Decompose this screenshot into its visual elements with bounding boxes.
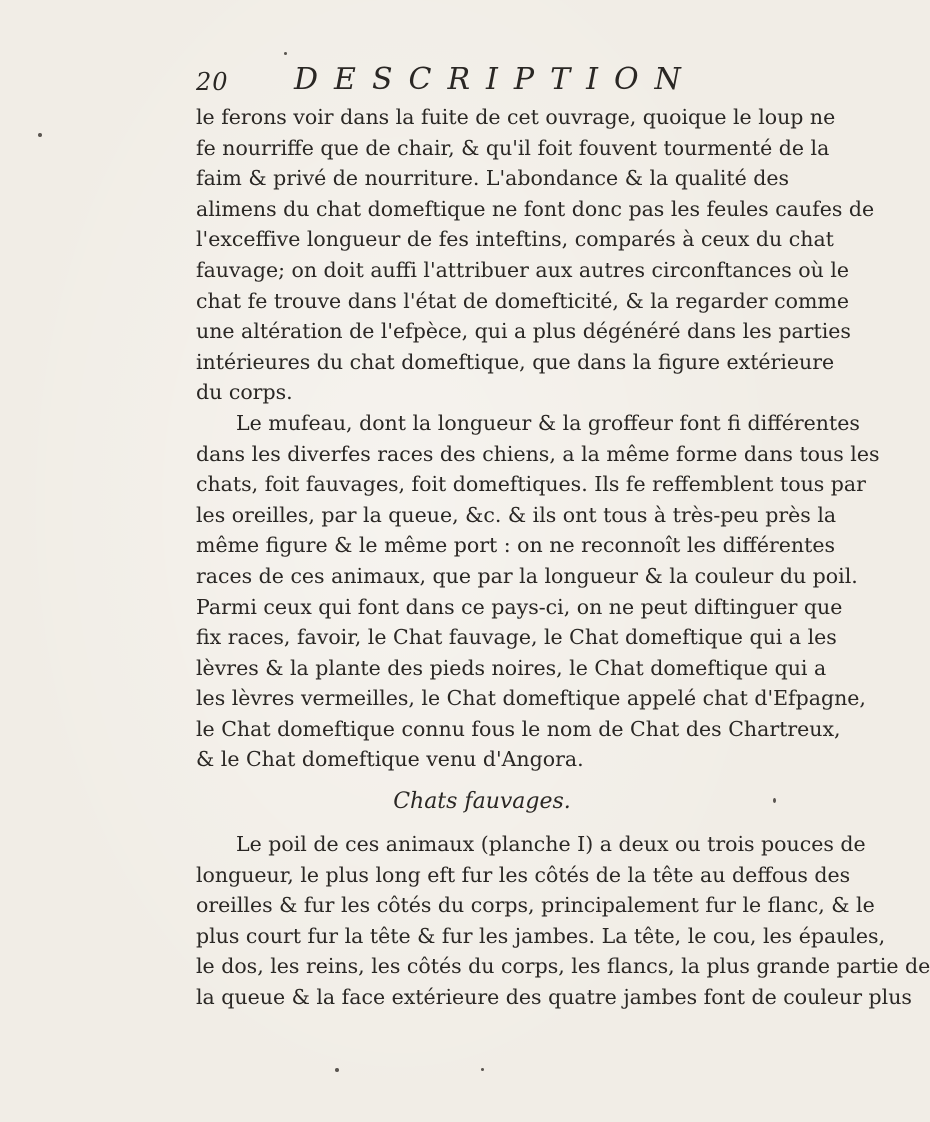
running-head: DESCRIPTION bbox=[294, 62, 697, 97]
text-line: les lèvres vermeilles, le Chat domeftique appelé chat d'Efpagne, bbox=[196, 686, 866, 711]
text-line: l'exceffive longueur de fes inteftins, comparés à ceux du chat bbox=[196, 227, 834, 252]
text-line: Parmi ceux qui font dans ce pays-ci, on ne peut diftinguer que bbox=[196, 594, 843, 619]
paragraph-1 bbox=[196, 102, 875, 408]
text-line: le ferons voir dans la fuite de cet ouvrage, quoique le loup ne bbox=[196, 105, 836, 129]
page-number: 20 bbox=[196, 68, 229, 96]
text-line: longueur, le plus long eft fur les côtés de la tête au deffous des bbox=[196, 862, 851, 887]
text-line: même figure & le même port : on ne reconnoît les différentes bbox=[196, 533, 836, 558]
paragraph-3 bbox=[196, 829, 930, 1013]
text-line: alimens du chat domeftique ne font donc pas les feules caufes de bbox=[196, 196, 875, 221]
page-header bbox=[196, 62, 766, 102]
text-line: plus court fur la tête & fur les jambes. La tête, le cou, les épaules, bbox=[196, 923, 886, 948]
text-line: oreilles & fur les côtés du corps, principalement fur le flanc, & le bbox=[196, 893, 875, 918]
text-line: lèvres & la plante des pieds noires, le Chat domeftique qui a bbox=[196, 655, 827, 680]
paragraph-2 bbox=[196, 408, 880, 775]
text-line: le dos, les reins, les côtés du corps, les flancs, la plus grande partie de bbox=[196, 954, 930, 979]
text-line: une altération de l'efpèce, qui a plus dégénéré dans les parties bbox=[196, 319, 851, 344]
text-line: la queue & la face extérieure des quatre jambes font de couleur plus bbox=[196, 985, 912, 1010]
text-line: faim & privé de nourriture. L'abondance & la qualité des bbox=[196, 166, 790, 191]
text-line: & le Chat domeftique venu d'Angora. bbox=[196, 747, 584, 772]
paper-speck bbox=[284, 52, 287, 55]
section-heading: Chats fauvages. bbox=[393, 789, 571, 815]
text-line: les oreilles, par la queue, &c. & ils ont tous à très-peu près la bbox=[196, 502, 837, 527]
paper-speck bbox=[773, 798, 776, 803]
text-line: chats, foit fauvages, foit domeftiques. Ils fe reffemblent tous par bbox=[196, 472, 866, 497]
body-text bbox=[196, 102, 930, 1013]
text-line: fe nourriffe que de chair, & qu'il foit fouvent tourmenté de la bbox=[196, 135, 830, 160]
text-line: fauvage; on doit auffi l'attribuer aux autres circonftances où le bbox=[196, 257, 850, 282]
text-line: races de ces animaux, que par la longueur & la couleur du poil. bbox=[196, 563, 858, 588]
text-line: du corps. bbox=[196, 380, 293, 405]
text-line: Le mufeau, dont la longueur & la groffeur font fi différentes bbox=[236, 410, 860, 435]
paper-speck bbox=[481, 1068, 484, 1071]
text-line: intérieures du chat domeftique, que dans la figure extérieure bbox=[196, 349, 835, 374]
text-line: le Chat domeftique connu fous le nom de Chat des Chartreux, bbox=[196, 716, 841, 741]
text-line: dans les diverfes races des chiens, a la même forme dans tous les bbox=[196, 441, 880, 466]
paper-speck bbox=[38, 133, 42, 137]
text-line: Le poil de ces animaux (planche I) a deux ou trois pouces de bbox=[236, 832, 866, 857]
text-line: fix races, favoir, le Chat fauvage, le Chat domeftique qui a les bbox=[196, 625, 837, 650]
text-line: chat fe trouve dans l'état de domefticité, & la regarder comme bbox=[196, 288, 849, 313]
paper-speck bbox=[335, 1068, 339, 1072]
